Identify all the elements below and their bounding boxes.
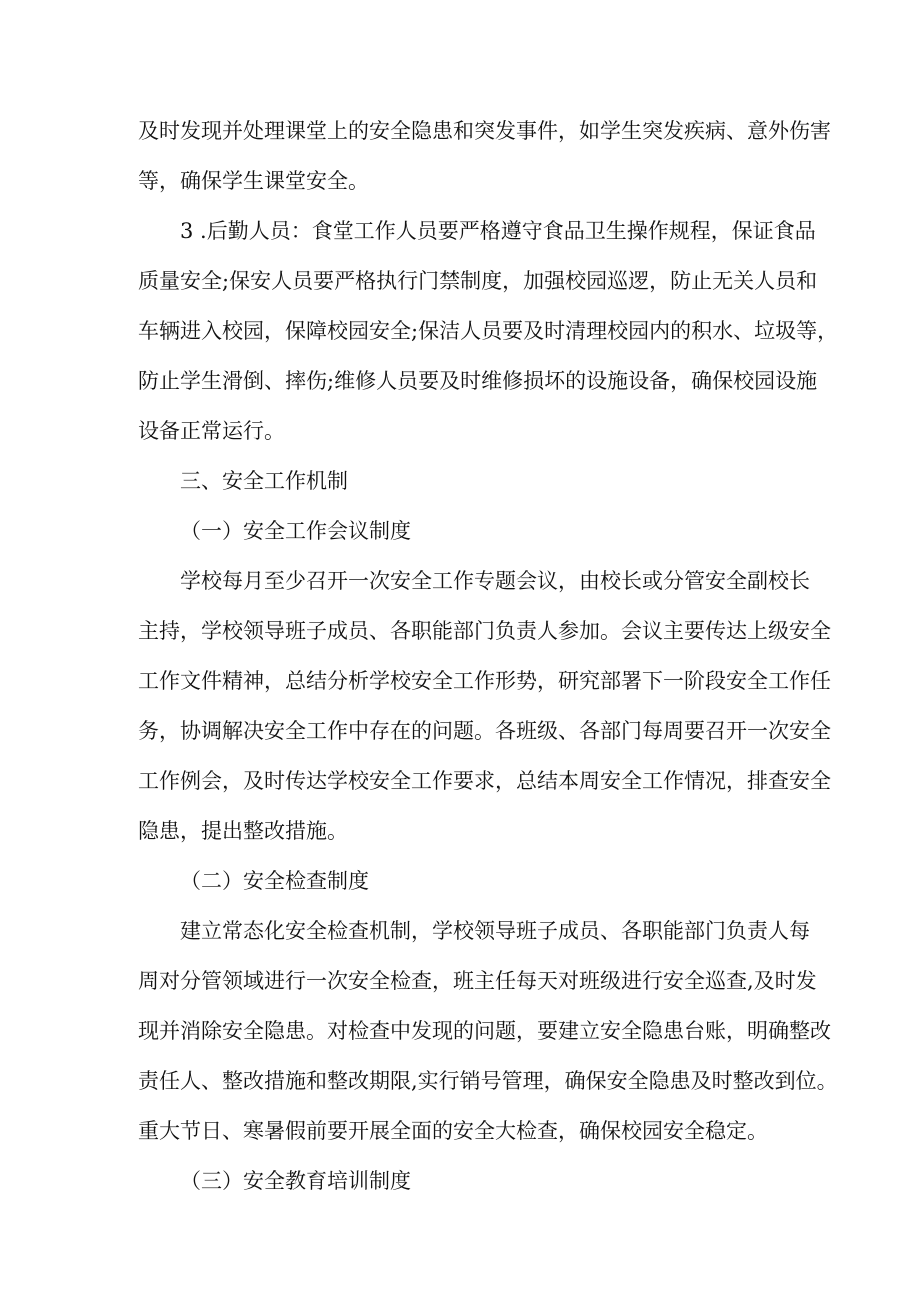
text-line: 工作文件精神，总结分析学校安全工作形势，研究部署下一阶段安全工作任 <box>138 669 831 693</box>
subsection-heading: （一）安全工作会议制度 <box>180 519 411 543</box>
text-line: 防止学生滑倒、摔伤;维修人员要及时维修损坏的设施设备，确保校园设施 <box>138 369 818 393</box>
text-line: 学校每月至少召开一次安全工作专题会议，由校长或分管安全副校长 <box>180 569 810 593</box>
section-heading: 三、安全工作机制 <box>180 469 348 493</box>
text-line: 建立常态化安全检查机制，学校领导班子成员、各职能部门负责人每 <box>180 919 810 943</box>
text-line: 及时发现并处理课堂上的安全隐患和突发事件，如学生突发疾病、意外伤害 <box>138 119 831 143</box>
text-line: 等，确保学生课堂安全。 <box>138 169 369 193</box>
text-line: 设备正常运行。 <box>138 419 285 443</box>
text-line: 质量安全;保安人员要严格执行门禁制度，加强校园巡逻，防止无关人员和 <box>138 269 818 293</box>
text-line: 3 .后勤人员：食堂工作人员要严格遵守食品卫生操作规程，保证食品 <box>180 219 816 243</box>
text-line: 隐患，提出整改措施。 <box>138 819 348 843</box>
text-line: 工作例会，及时传达学校安全工作要求，总结本周安全工作情况，排查安全 <box>138 769 831 793</box>
text-line: 现并消除安全隐患。对检查中发现的问题，要建立安全隐患台账，明确整改 <box>138 1019 831 1043</box>
text-line: 重大节日、寒暑假前要开展全面的安全大检查，确保校园安全稳定。 <box>138 1119 768 1143</box>
text-line: 务，协调解决安全工作中存在的问题。各班级、各部门每周要召开一次安全 <box>138 719 831 743</box>
text-line: 周对分管领域进行一次安全检查，班主任每天对班级进行安全巡查,及时发 <box>138 969 817 993</box>
text-line: 车辆进入校园，保障校园安全;保洁人员要及时清理校园内的积水、垃圾等， <box>138 319 839 343</box>
subsection-heading: （三）安全教育培训制度 <box>180 1169 411 1193</box>
text-line: 责任人、整改措施和整改期限,实行销号管理，确保安全隐患及时整改到位。 <box>138 1069 838 1093</box>
text-line: 主持，学校领导班子成员、各职能部门负责人参加。会议主要传达上级安全 <box>138 619 831 643</box>
subsection-heading: （二）安全检查制度 <box>180 869 369 893</box>
